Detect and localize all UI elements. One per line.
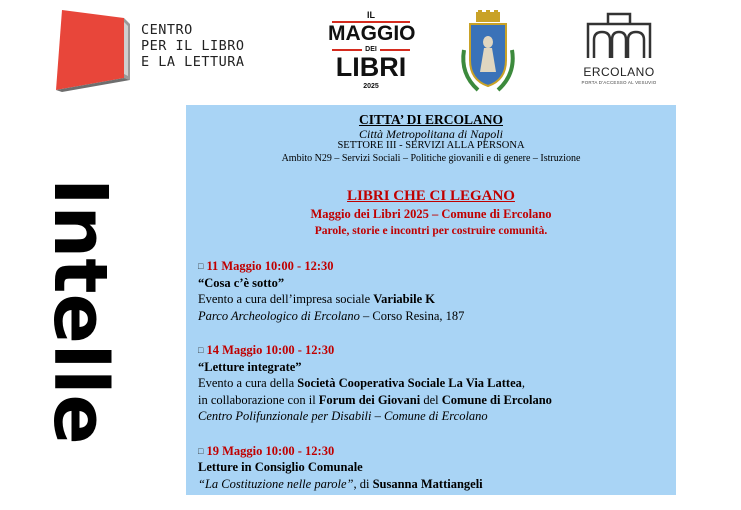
logo-year: 2025	[363, 83, 379, 90]
header-logos	[0, 0, 741, 100]
event-organizer: Evento a cura dell’impresa sociale Variabile K	[198, 292, 435, 306]
ambito-heading: Ambito N29 – Servizi Sociali – Politiche giovanili e di genere – Istruzione	[281, 153, 581, 164]
metro-heading: Città Metropolitana di Napoli	[359, 127, 503, 141]
square-bullet-icon: □	[198, 445, 204, 456]
event-title: “Cosa c’è sotto”	[198, 275, 285, 290]
event-list	[198, 258, 668, 510]
event-date: □ 14 Maggio 10:00 - 12:30	[198, 343, 335, 357]
event-title: “Letture integrate”	[198, 359, 302, 374]
side-title	[37, 178, 123, 498]
logo-libri: LIBRI	[335, 52, 407, 82]
program-title: LIBRI CHE CI LEGANO	[347, 188, 515, 204]
sector-heading: SETTORE III - SERVIZI ALLA PERSONA	[337, 140, 525, 151]
cepell-line2: PER IL LIBRO	[141, 38, 245, 54]
event-partner: in collaborazione con il Forum dei Giovani del Comune di Ercolano	[198, 392, 552, 407]
city-heading: CITTA’ DI ERCOLANO	[358, 112, 503, 127]
event-description: “La Costituzione nelle parole”, di Susanna Mattiangeli	[198, 476, 483, 491]
event-date: □ 11 Maggio 10:00 - 12:30	[198, 259, 334, 273]
program-tagline: Parole, storie e incontri per costruire comunità.	[314, 225, 548, 237]
ercolano-logo	[580, 10, 658, 92]
event-item	[198, 258, 668, 324]
ercolano-name: ERCOLANO	[583, 65, 655, 79]
event-item	[198, 443, 668, 493]
event-organizer: Evento a cura della Società Cooperativa Sociale La Via Lattea,	[198, 376, 526, 390]
cepell-wordmark	[141, 22, 245, 70]
event-date: □ 19 Maggio 10:00 - 12:30	[198, 443, 335, 458]
event-item	[198, 342, 668, 425]
municipal-crest-icon	[458, 10, 518, 94]
side-title-text: Intelle	[37, 178, 123, 445]
square-bullet-icon: □	[198, 345, 204, 355]
logo-dei: DEI	[365, 46, 377, 53]
event-place: Centro Polifunzionale per Disabili – Comune di Ercolano	[198, 409, 488, 423]
arches-logo-icon	[580, 10, 658, 62]
event-title: Letture in Consiglio Comunale	[198, 460, 363, 474]
logo-maggio: MAGGIO	[328, 22, 416, 45]
program-panel	[186, 105, 676, 495]
book-stack-logo-icon	[52, 10, 132, 92]
event-place: Parco Archeologico di Ercolano – Corso Resina, 187	[198, 308, 465, 323]
logo-il: IL	[367, 10, 375, 20]
cepell-line1: CENTRO	[141, 22, 193, 38]
cepell-line3: E LA LETTURA	[141, 54, 245, 70]
ercolano-tagline: PORTA D'ACCESSO AL VESUVIO	[581, 80, 657, 85]
maggio-dei-libri-logo	[328, 10, 414, 92]
square-bullet-icon: □	[198, 261, 204, 271]
program-subtitle: Maggio dei Libri 2025 – Comune di Ercolano	[310, 207, 552, 221]
